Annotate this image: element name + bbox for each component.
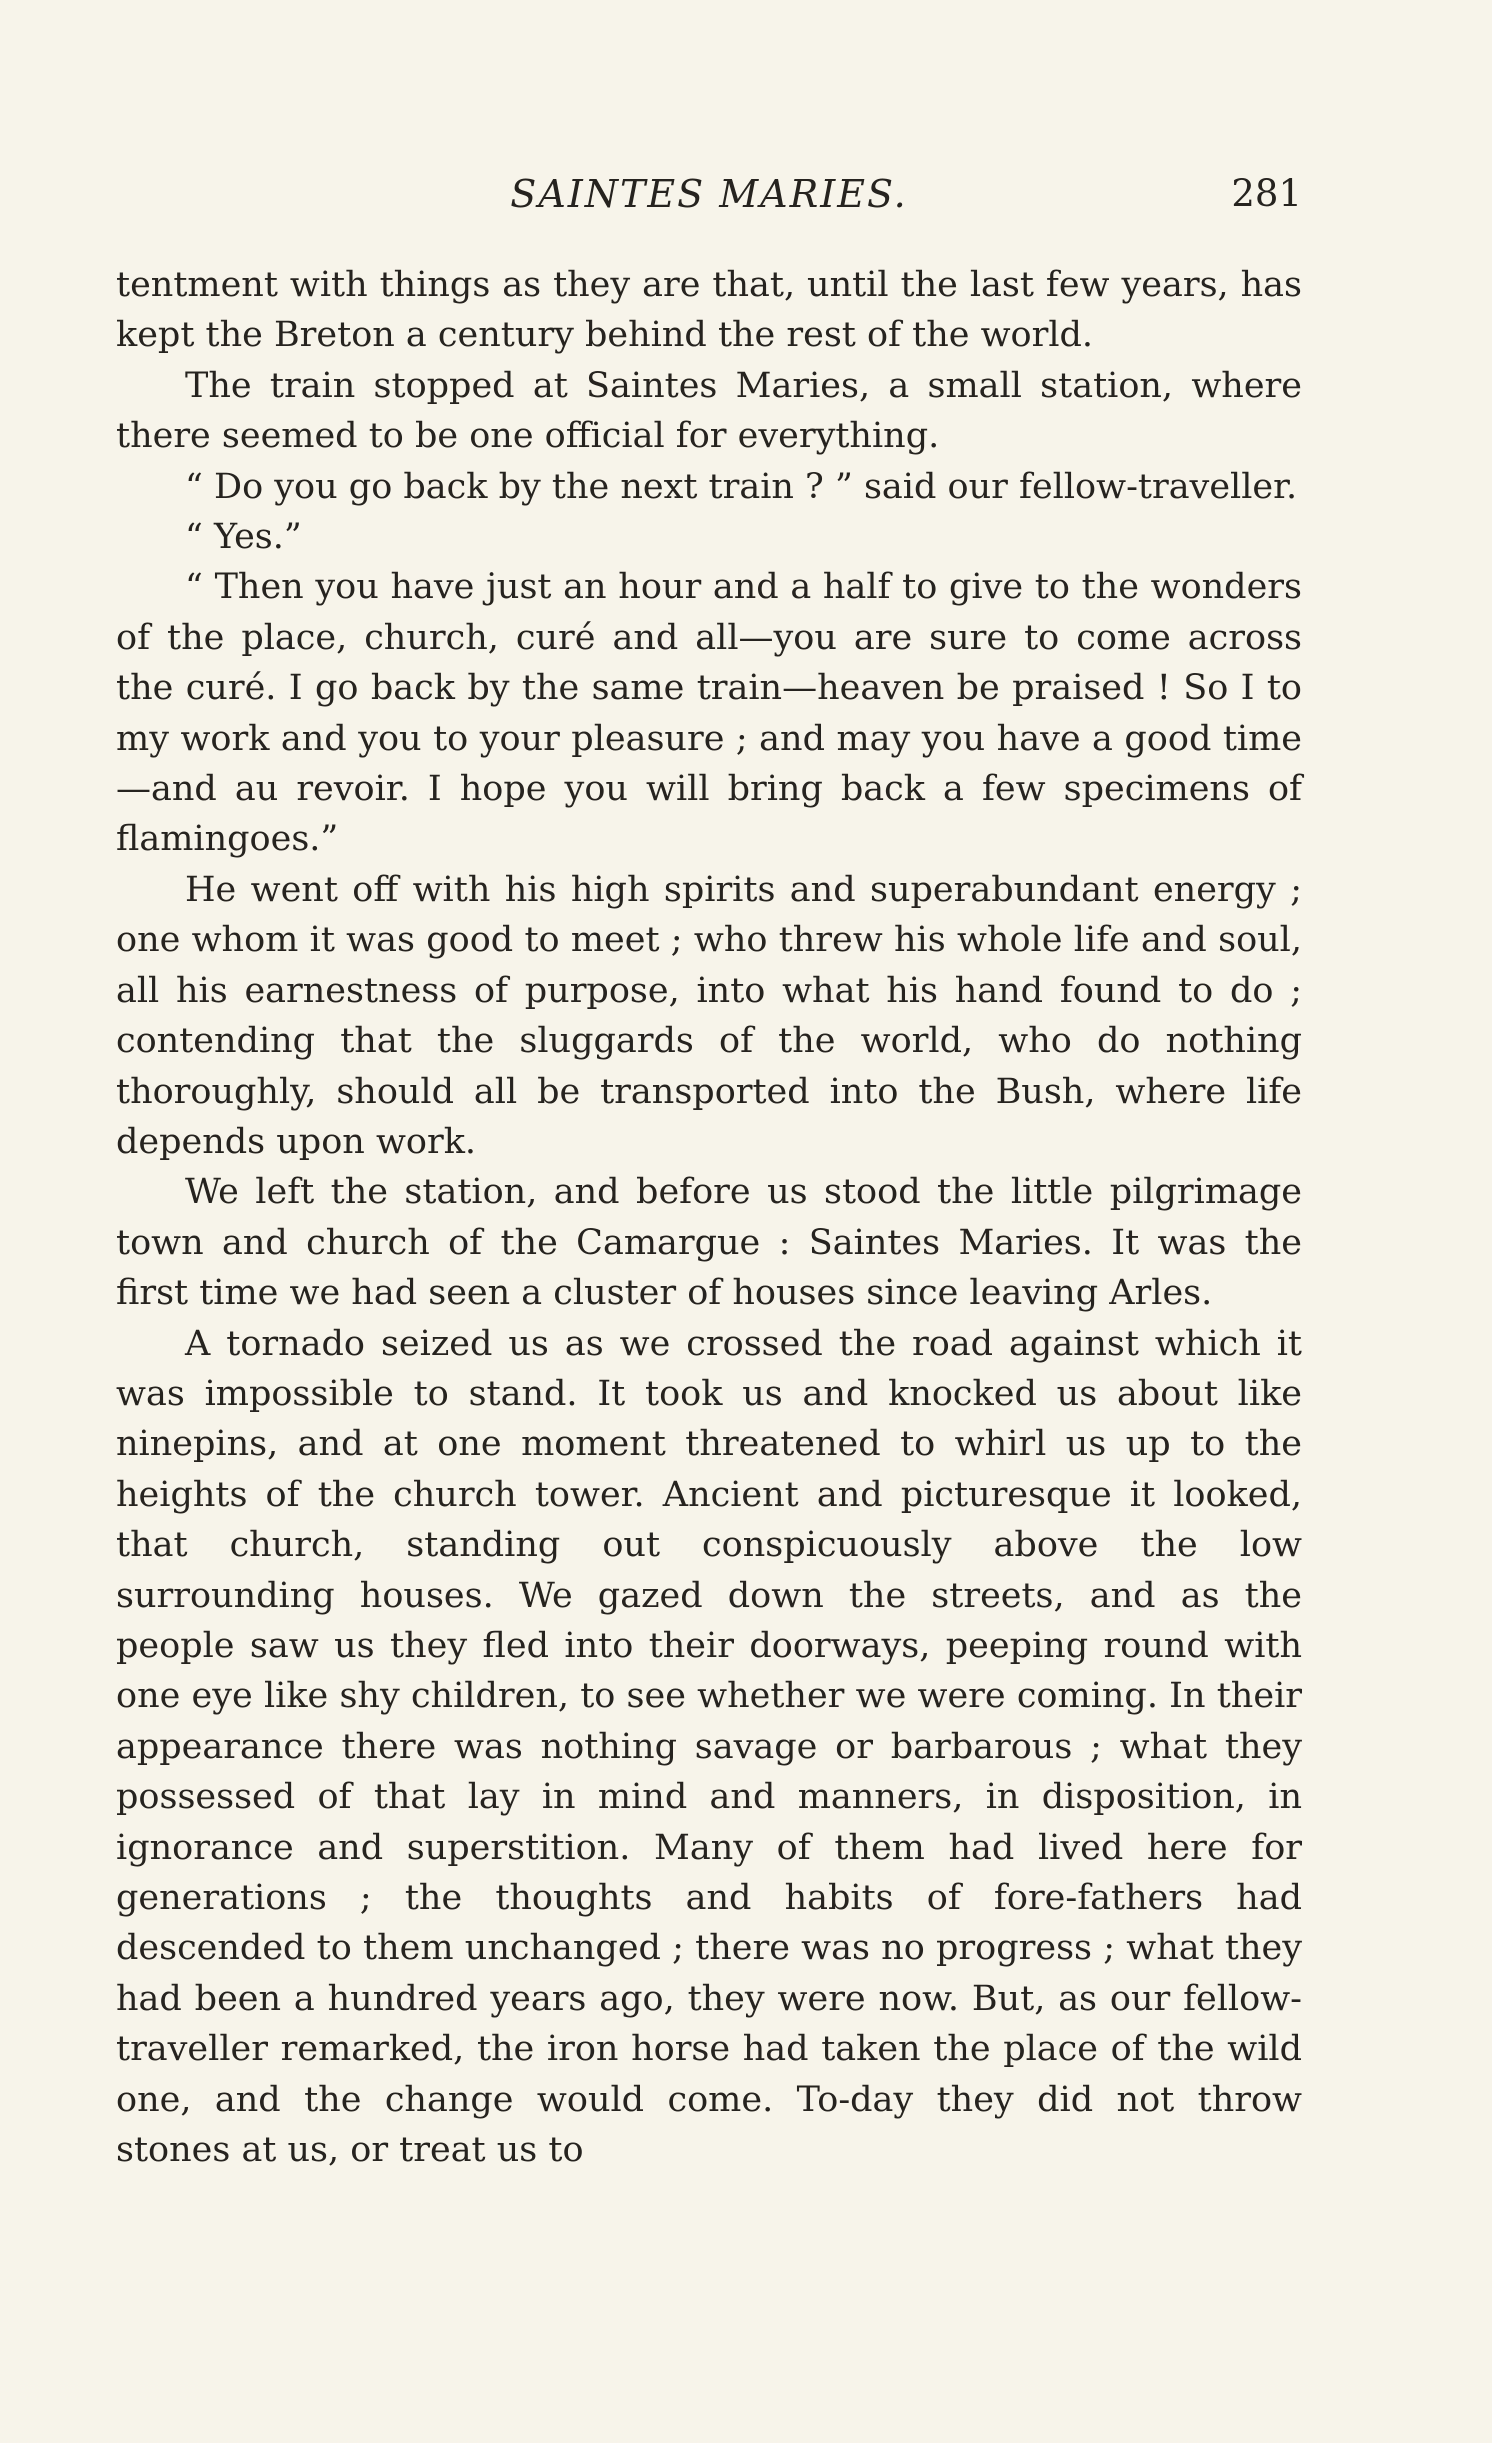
paragraph-train-stopped: The train stopped at Saintes Maries, a small station, where there seemed to be one official for everything. — [116, 365, 1302, 457]
running-title: SAINTES MARIES. — [510, 172, 908, 216]
page-number: 281 — [1231, 172, 1302, 215]
paragraph-yes: “ Yes.” — [185, 517, 302, 558]
running-head — [116, 168, 1302, 220]
paragraph-fellow-traveller-reply: “ Then you have just an hour and a half to give to the wonders of the place, church, curé and all—you are sure to come across the curé. I go back by the same train—heaven be praised ! So I to my work and you to your pleasure ; and may you have a good time—and au revoir. I hope you will bring back a few specimens of flamingoes.” — [116, 567, 1302, 860]
paragraph-left-station: We left the station, and before us stood the little pilgrimage town and church of the Camargue : Saintes Maries. It was the first time we had seen a cluster of houses since leaving Arles. — [116, 1172, 1302, 1314]
paragraph-next-train-question: “ Do you go back by the next train ? ” said our fellow-traveller. — [185, 466, 1298, 507]
paragraph-departure: He went off with his high spirits and superabundant energy ; one whom it was good to meet ; who threw his whole life and soul, all his earnestness of purpose, into what his hand found to do ; contending that the sluggards of the world, who do nothing thoroughly, should all be transported into the Bush, where life depends upon work. — [116, 869, 1302, 1162]
paragraph-tornado: A tornado seized us as we crossed the road against which it was impossible to stand. It took us and knocked us about like ninepins, and at one moment threatened to whirl us up to the heights of the church tower. Ancient and picturesque it looked, that church, standing out conspicuously above the low surrounding houses. We gazed down the streets, and as the people saw us they fled into their doorways, peeping round with one eye like shy children, to see whether we were coming. In their appearance there was nothing savage or barbarous ; what they possessed of that lay in mind and manners, in disposition, in ignorance and superstition. Many of them had lived here for generations ; the thoughts and habits of fore-fathers had descended to them unchanged ; there was no progress ; what they had been a hundred years ago, they were now. But, as our fellow-traveller remarked, the iron horse had taken the place of the wild one, and the change would come. To-day they did not throw stones at us, or treat us to — [116, 1323, 1302, 2171]
body-text — [116, 260, 1302, 2175]
paragraph-continuation: tentment with things as they are that, until the last few years, has kept the Breton a century behind the rest of the world. — [116, 265, 1302, 356]
